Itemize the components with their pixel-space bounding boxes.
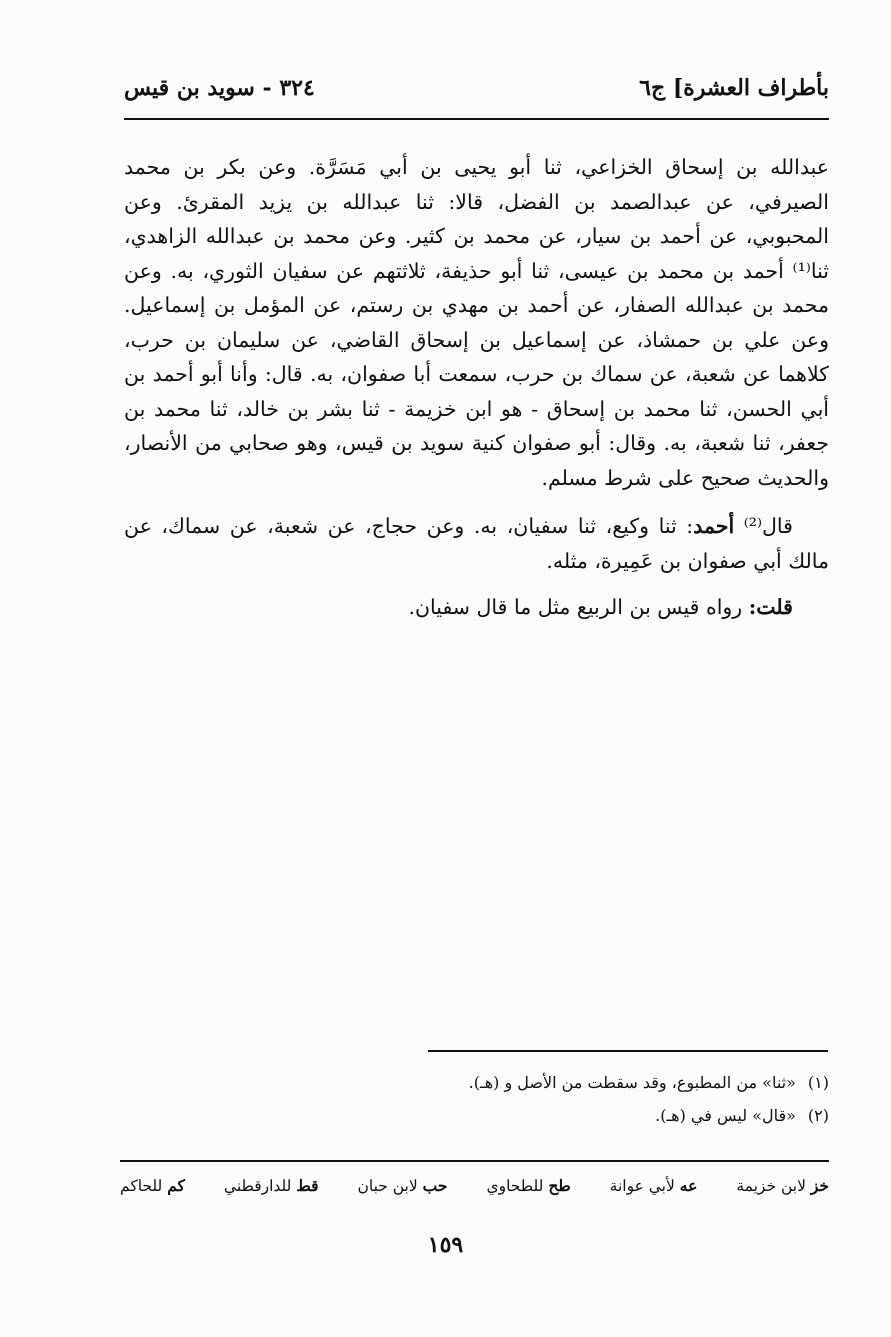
comment-text: رواه قيس بن الربيع مثل ما قال سفيان. <box>408 595 749 619</box>
book-title: بأطراف العشرة] ج٦ <box>639 75 829 101</box>
paragraph-ahmad-prefix: قال⁽²⁾ <box>734 514 793 538</box>
footnote-1 <box>124 1066 829 1099</box>
abbreviations-key <box>120 1176 829 1195</box>
paragraph-isnad <box>124 150 829 495</box>
abbr-item <box>357 1176 447 1195</box>
paragraph-ahmad <box>124 509 829 578</box>
abbr-item <box>224 1176 319 1195</box>
page-number: ١٥٩ <box>427 1232 464 1258</box>
abbr-code: قط <box>296 1176 319 1195</box>
abbr-name: للدارقطني <box>223 1177 292 1195</box>
footnote-divider <box>428 1050 828 1052</box>
abbr-code: طح <box>548 1176 571 1195</box>
abbr-name: لابن حبان <box>357 1177 418 1195</box>
paragraph-isnad-text: عبدالله بن إسحاق الخزاعي، ثنا أبو يحيى بن أبي مَسَرَّة. وعن بكر بن محمد الصيرفي، عن عبدالصمد بن الفضل، قالا: ثنا عبدالله بن يزيد المقرئ. وعن المحبوبي، عن أحمد بن سيار، عن محمد بن كثير. وعن محمد بن عبدالله الزاهدي، ثنا⁽¹⁾ أحمد بن محمد بن عيسى، ثنا أبو حذيفة، ثلاثتهم عن سفيان الثوري، به. وعن محمد بن عبدالله الصفار، عن أحمد بن مهدي بن رستم، عن المؤمل بن إسماعيل. وعن علي بن حمشاذ، عن إسماعيل بن إسحاق القاضي، عن سليمان بن حرب، كلاهما عن شعبة، عن سماك بن حرب، سمعت أبا صفوان، به. قال: وأنا أبو أحمد بن أبي الحسن، ثنا محمد بن إسحاق - هو ابن خزيمة - ثنا بشر بن خالد، ثنا محمد بن جعفر، ثنا شعبة، به. وقال: أبو صفوان كنية سويد بن قيس، وهو صحابي من الأنصار، والحديث صحيح على شرط مسلم. <box>124 155 829 490</box>
abbr-name: لابن خزيمة <box>736 1177 806 1195</box>
abbr-item <box>120 1176 185 1195</box>
abbr-code: حب <box>422 1176 448 1195</box>
footnotes <box>124 1066 829 1132</box>
paragraph-ahmad-text: : ثنا وكيع، ثنا سفيان، به. وعن حجاج، عن شعبة، عن سماك، عن مالك أبي صفوان بن عَمِيرة، مثله. <box>124 514 829 573</box>
footnote-number: (١) <box>807 1073 829 1092</box>
abbr-name: للحاكم <box>120 1177 163 1195</box>
footnote-2 <box>124 1099 829 1132</box>
abbr-code: خز <box>810 1176 829 1195</box>
footnote-number: (٢) <box>807 1106 829 1125</box>
abbr-name: للطحاوي <box>486 1177 544 1195</box>
abbr-item <box>486 1176 570 1195</box>
abbr-item <box>736 1176 829 1195</box>
paragraph-comment <box>124 590 829 625</box>
abbreviations-divider <box>120 1160 829 1162</box>
main-text <box>124 150 829 637</box>
abbr-code: عه <box>679 1176 698 1195</box>
abbr-code: كم <box>167 1176 185 1195</box>
abbr-name: لأبي عوانة <box>609 1177 675 1195</box>
source-name-ahmad: أحمد <box>693 514 735 538</box>
running-header <box>124 70 829 106</box>
comment-label: قلت: <box>748 595 793 619</box>
abbr-item <box>610 1176 698 1195</box>
footnote-text: «ثنا» من المطبوع، وقد سقطت من الأصل و (هـ). <box>468 1073 796 1092</box>
header-divider <box>124 118 829 120</box>
footnote-text: «قال» ليس في (هـ). <box>655 1106 796 1125</box>
entry-title: ٣٢٤ - سويد بن قيس <box>124 75 315 101</box>
